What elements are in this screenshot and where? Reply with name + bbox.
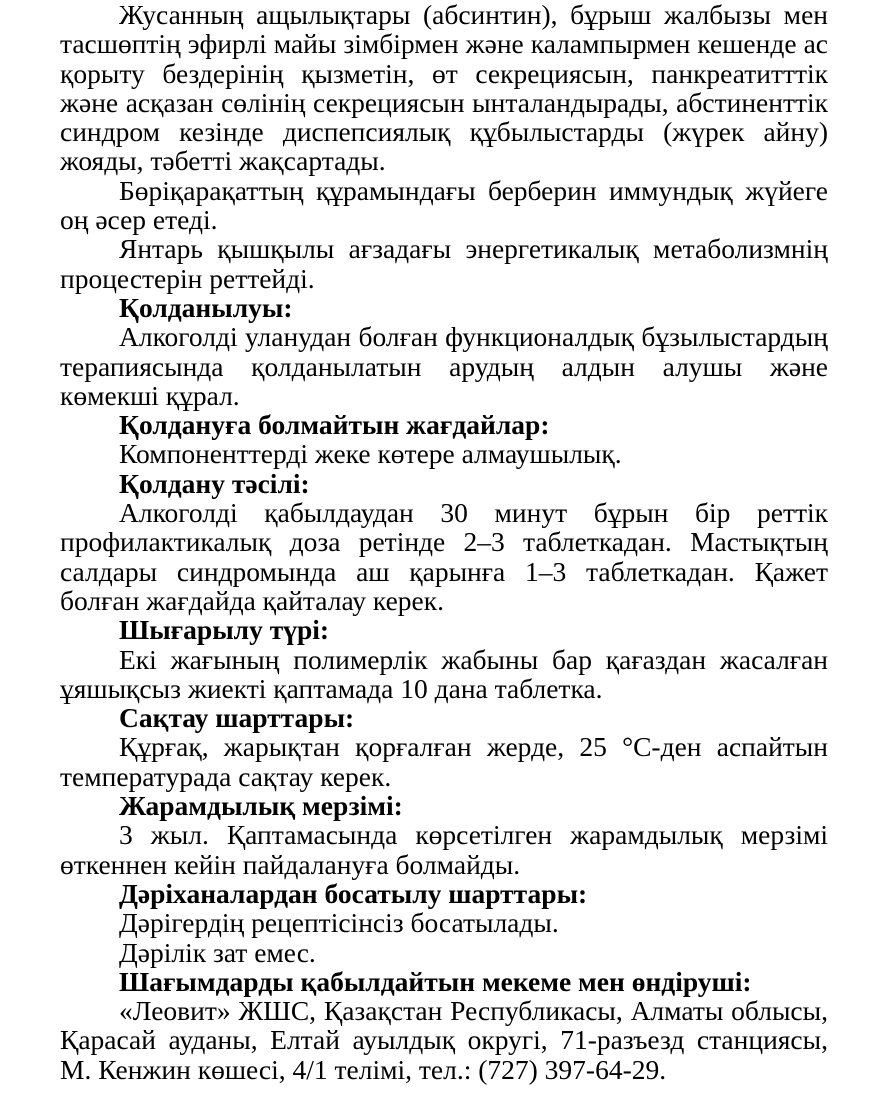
heading-contraindications: Қолдануға болмайтын жағдайлар: [119,409,550,441]
paragraph-berberine: Бөріқарақаттың құрамындағы берберин иммундық жүйеге оң әсер етеді. [60,174,828,236]
heading-pharmacy-conditions: Дәріханалардан босатылу шарттары: [119,877,588,909]
paragraph-shelf-life: 3 жыл. Қаптамасында көрсетілген жарамдылық мерзімі өткеннен кейін пайдалануға болмайды. [60,819,828,880]
document-page [60,0,828,1084]
paragraph-usage: Алкоголді уланудан болған функционалдық бұзылыстардың терапиясында қолданылатын арудың алдын алушы және көмекші құрал. [60,321,828,411]
paragraph-storage: Құрғақ, жарықтан қорғалған жерде, 25 °С-ден аспайтын температурада сақтау керек. [60,731,828,792]
heading-method: Қолдану тәсілі: [119,467,310,499]
paragraph-pharmacy-conditions-2: Дәрілік зат емес. [119,936,316,968]
paragraph-absinthin: Жусанның ащылықтары (абсинтин), бұрыш жалбызы мен тасшөптің эфирлі майы зімбірмен және калампырмен кешенде ас қорыту бездерінің қызметін, өт секрециясын, панкреатитттік және асқазан сөлінің секрециясын ынталандырады, абстиненттік синдром кезінде диспепсиялық құбылыстарды (жүрек айну) жояды, тәбетті жақсартады. [60,0,828,177]
paragraph-succinic-acid: Янтарь қышқылы ағзадағы энергетикалық метаболизмнің процестерін реттейді. [60,233,828,294]
paragraph-release-form: Екі жағының полимерлік жабыны бар қағаздан жасалған ұяшықсыз жиекті қаптамада 10 дана таблетка. [60,643,828,704]
heading-release-form: Шығарылу түрі: [119,614,330,646]
heading-storage: Сақтау шарттары: [119,702,355,734]
heading-manufacturer: Шағымдарды қабылдайтын мекеме мен өндіруші: [119,965,752,997]
paragraph-contraindications: Компоненттерді жеке көтере алмаушылық. [119,438,622,470]
heading-usage: Қолданылуы: [119,291,293,323]
paragraph-manufacturer: «Леовит» ЖШС, Қазақстан Республикасы, Алматы облысы, Қарасай ауданы, Елтай ауылдық округі, 71-разъезд станциясы, М. Кенжин көшесі, 4/1 телімі, тел.: (727) 397-64-29. [60,995,828,1085]
paragraph-method: Алкоголді қабылдаудан 30 минут бұрын бір реттік профилактикалық доза ретінде 2–3 таблеткадан. Мастықтың салдары синдромында аш қарынға 1–3 таблеткадан. Қажет болған жағдайда қайталау керек. [60,497,828,616]
heading-shelf-life: Жарамдылық мерзімі: [119,790,403,822]
paragraph-pharmacy-conditions-1: Дәрігердің рецептісінсіз босатылады. [119,907,559,939]
